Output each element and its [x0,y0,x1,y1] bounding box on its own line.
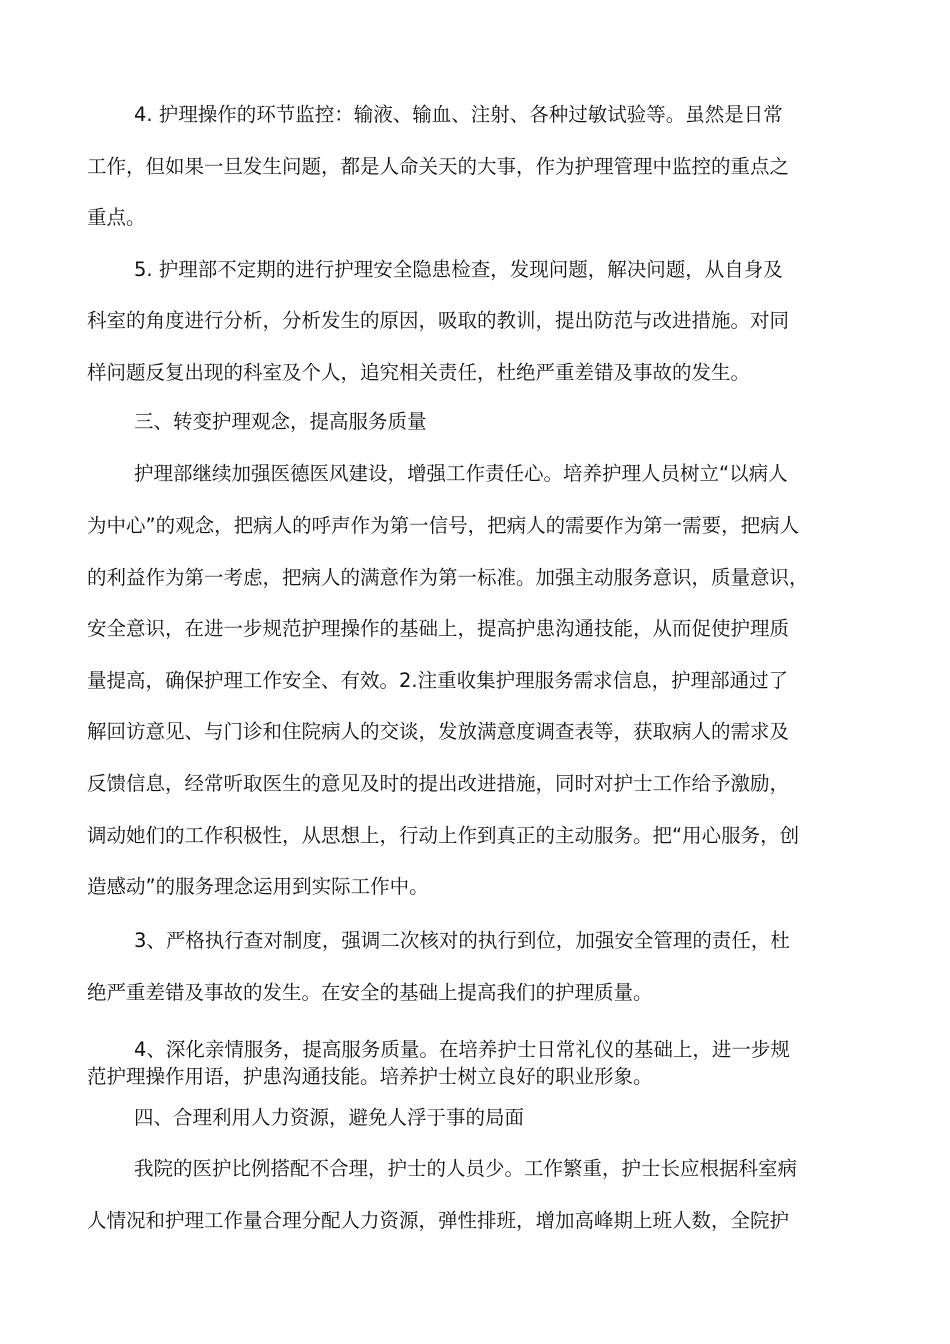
paragraph-line: 解回访意见、与门诊和住院病人的交谈，发放满意度调查表等，获取病人的需求及 [87,720,790,743]
paragraph-line: 造感动”的服务理念运用到实际工作中。 [87,875,429,898]
paragraph-line: 为中心”的观念，把病人的呼声作为第一信号，把病人的需要作为第一需要，把病人 [87,514,800,537]
paragraph-line: 护理部继续加强医德医风建设，增强工作责任心。培养护理人员树立“以病人 [134,462,788,485]
section-heading: 三、转变护理观念，提高服务质量 [134,410,427,433]
paragraph-line: 安全意识，在进一步规范护理操作的基础上，提高护患沟通技能，从而促使护理质 [87,617,790,640]
paragraph-line: 4、深化亲情服务，提高服务质量。在培养护士日常礼仪的基础上，进一步规 [134,1038,790,1061]
paragraph-line: 重点。 [87,206,146,229]
paragraph-line: 量提高，确保护理工作安全、有效。2.注重收集护理服务需求信息，护理部通过了 [87,669,789,692]
paragraph-line: 的利益作为第一考虑，把病人的满意作为第一标准。加强主动服务意识，质量意识， [87,566,809,589]
paragraph-line: 我院的医护比例搭配不合理，护士的人员少。工作繁重，护士长应根据科室病 [134,1157,798,1180]
paragraph-line: 4. 护理操作的环节监控：输液、输血、注射、各种过敏试验等。虽然是日常 [134,103,783,126]
paragraph-line: 绝严重差错及事故的发生。在安全的基础上提高我们的护理质量。 [87,981,653,1004]
paragraph-line: 样问题反复出现的科室及个人，追究相关责任，杜绝严重差错及事故的发生。 [87,361,751,384]
paragraph-line: 反馈信息，经常听取医生的意见及时的提出改进措施，同时对护士工作给予激励， [87,772,790,795]
paragraph-line: 范护理操作用语，护患沟通技能。培养护士树立良好的职业形象。 [87,1065,653,1088]
paragraph-line: 工作，但如果一旦发生问题，都是人命关天的大事，作为护理管理中监控的重点之 [87,155,790,178]
paragraph-line: 3、严格执行查对制度，强调二次核对的执行到位，加强安全管理的责任，杜 [134,929,790,952]
paragraph-line: 5. 护理部不定期的进行护理安全隐患检查，发现问题，解决问题，从自身及 [134,258,783,281]
paragraph-line: 人情况和护理工作量合理分配人力资源，弹性排班，增加高峰期上班人数，全院护 [87,1209,790,1232]
paragraph-line: 调动她们的工作积极性，从思想上，行动上作到真正的主动服务。把“用心服务，创 [87,824,800,847]
paragraph-line: 科室的角度进行分析，分析发生的原因，吸取的教训，提出防范与改进措施。对同 [87,309,790,332]
section-heading: 四、合理利用人力资源，避免人浮于事的局面 [134,1106,525,1129]
